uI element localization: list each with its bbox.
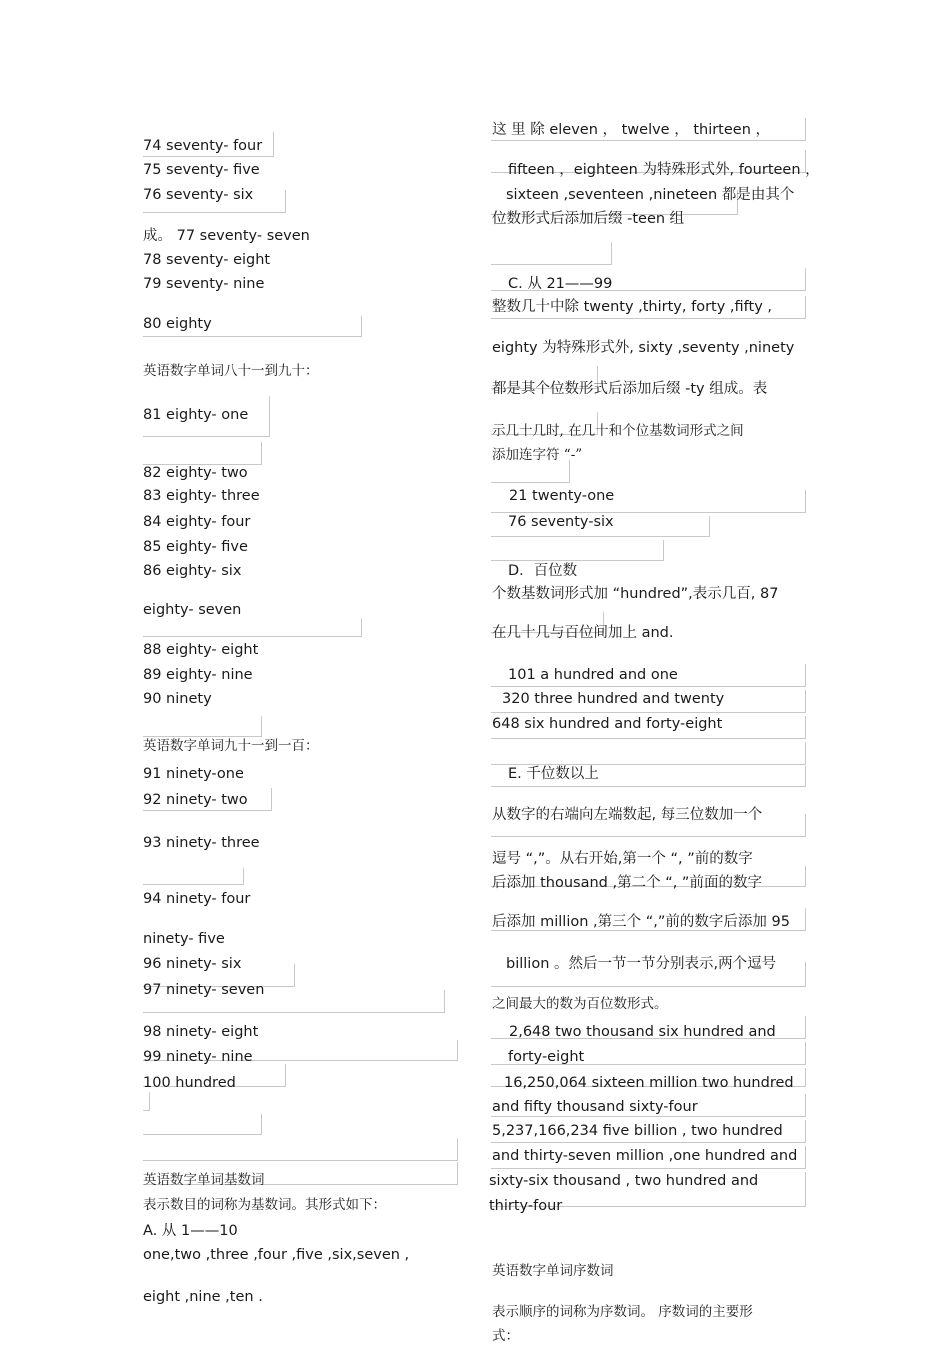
text-line: 100 hundred xyxy=(143,1075,236,1091)
section-heading: 英语数字单词八十一到九十： xyxy=(143,363,319,379)
text-line: 之间最大的数为百位数形式。 xyxy=(492,996,668,1012)
text-line: eight ,nine ,ten . xyxy=(143,1289,263,1305)
text-line: 76 seventy-six xyxy=(508,514,614,530)
text-line: 94 ninety- four xyxy=(143,891,251,907)
text-line: 91 ninety-one xyxy=(143,766,244,782)
text-line: 16,250,064 sixteen million two hundred xyxy=(504,1075,794,1091)
section-heading: 英语数字单词基数词 xyxy=(143,1172,265,1188)
text-line: 5,237,166,234 five billion , two hundred xyxy=(492,1123,783,1139)
text-line: 成。 77 seventy- seven xyxy=(143,228,310,244)
cell-border xyxy=(143,716,262,737)
text-line: 85 eighty- five xyxy=(143,539,248,555)
cell-border xyxy=(491,242,612,265)
text-line: 97 ninety- seven xyxy=(143,982,265,998)
text-line: 92 ninety- two xyxy=(143,792,248,808)
cell-border xyxy=(143,442,262,465)
cell-border xyxy=(143,618,362,637)
cell-border xyxy=(143,1114,262,1135)
text-line: 96 ninety- six xyxy=(143,956,242,972)
text-line: 79 seventy- nine xyxy=(143,276,265,292)
cell-border xyxy=(491,742,806,765)
text-line: 83 eighty- three xyxy=(143,488,260,504)
text-line: 101 a hundred and one xyxy=(508,667,678,683)
section-heading: D．百位数 xyxy=(508,563,578,579)
text-line: 89 eighty- nine xyxy=(143,667,253,683)
text-line: 78 seventy- eight xyxy=(143,252,271,268)
text-line: eighty 为特殊形式外, sixty ,seventy ,ninety xyxy=(492,340,795,356)
text-line: 74 seventy- four xyxy=(143,138,263,154)
text-line: A. 从 1——10 xyxy=(143,1223,238,1239)
text-line: 个数基数词形式加 “hundred”,表示几百, 87 xyxy=(492,586,779,602)
section-heading: E. 千位数以上 xyxy=(508,766,599,782)
text-line: eighty- seven xyxy=(143,602,242,618)
cell-border xyxy=(143,1138,458,1161)
text-line: billion 。然后一节一节分别表示,两个逗号 xyxy=(506,956,777,972)
text-line: forty-eight xyxy=(508,1049,585,1065)
text-line: 99 ninety- nine xyxy=(143,1049,253,1065)
cell-border xyxy=(491,540,664,561)
text-line: 都是其个位数形式后添加后缀 -ty 组成。表 xyxy=(492,381,768,397)
text-line: 在几十几与百位间加上 and. xyxy=(492,625,674,641)
text-line: 75 seventy- five xyxy=(143,162,260,178)
text-line: 93 ninety- three xyxy=(143,835,260,851)
cell-border xyxy=(143,868,244,885)
text-line: 84 eighty- four xyxy=(143,514,251,530)
text-line: fifteen ，eighteen 为特殊形式外, fourteen ， xyxy=(508,162,820,178)
text-line: 后添加 million ,第三个 “,”前的数字后添加 95 xyxy=(492,914,790,930)
text-line: 后添加 thousand ,第二个 “, ”前面的数字 xyxy=(492,875,762,891)
text-line: 示几十几时, 在几十和个位基数词形式之间 xyxy=(492,423,744,439)
text-line: and thirty-seven million ,one hundred and xyxy=(492,1148,798,1164)
text-line: and fifty thousand sixty-four xyxy=(492,1099,698,1115)
text-line: 88 eighty- eight xyxy=(143,642,259,658)
text-line: sixteen ,seventeen ,nineteen 都是由其个 xyxy=(506,187,795,203)
text-line: 81 eighty- one xyxy=(143,407,249,423)
text-line: 逗号 “,”。从右开始,第一个 “, ”前的数字 xyxy=(492,851,753,867)
text-line: 添加连字符 “-” xyxy=(492,447,583,463)
text-line: 2,648 two thousand six hundred and xyxy=(509,1024,776,1040)
text-line: 整数几十中除 twenty ,thirty, forty ,fifty , xyxy=(492,299,772,315)
cell-border xyxy=(143,1092,150,1111)
text-line: 648 six hundred and forty-eight xyxy=(492,716,723,732)
text-line: C. 从 21——99 xyxy=(508,276,613,292)
text-line: 90 ninety xyxy=(143,691,212,707)
text-line: 式： xyxy=(492,1328,519,1344)
text-line: 98 ninety- eight xyxy=(143,1024,259,1040)
text-line: 这 里 除 eleven ， twelve ， thirteen ， xyxy=(492,122,771,138)
section-heading: 英语数字单词九十一到一百： xyxy=(143,738,319,754)
text-line: sixty-six thousand , two hundred and xyxy=(489,1173,759,1189)
text-line: one,two ,three ,four ,five ,six,seven , xyxy=(143,1247,410,1263)
text-line: thirty-four xyxy=(489,1198,563,1214)
text-line: 82 eighty- two xyxy=(143,465,248,481)
text-line: 表示顺序的词称为序数词。 序数词的主要形 xyxy=(492,1304,753,1320)
text-line: 320 three hundred and twenty xyxy=(502,691,725,707)
text-line: 从数字的右端向左端数起, 每三位数加一个 xyxy=(492,807,763,823)
section-heading: 英语数字单词序数词 xyxy=(492,1263,614,1279)
text-line: 76 seventy- six xyxy=(143,187,254,203)
text-line: 80 eighty xyxy=(143,316,212,332)
text-line: 21 twenty-one xyxy=(509,488,615,504)
text-line: ninety- five xyxy=(143,931,225,947)
text-line: 表示数目的词称为基数词。其形式如下： xyxy=(143,1197,386,1213)
text-line: 86 eighty- six xyxy=(143,563,242,579)
text-line: 位数形式后添加后缀 -teen 组 xyxy=(492,211,685,227)
